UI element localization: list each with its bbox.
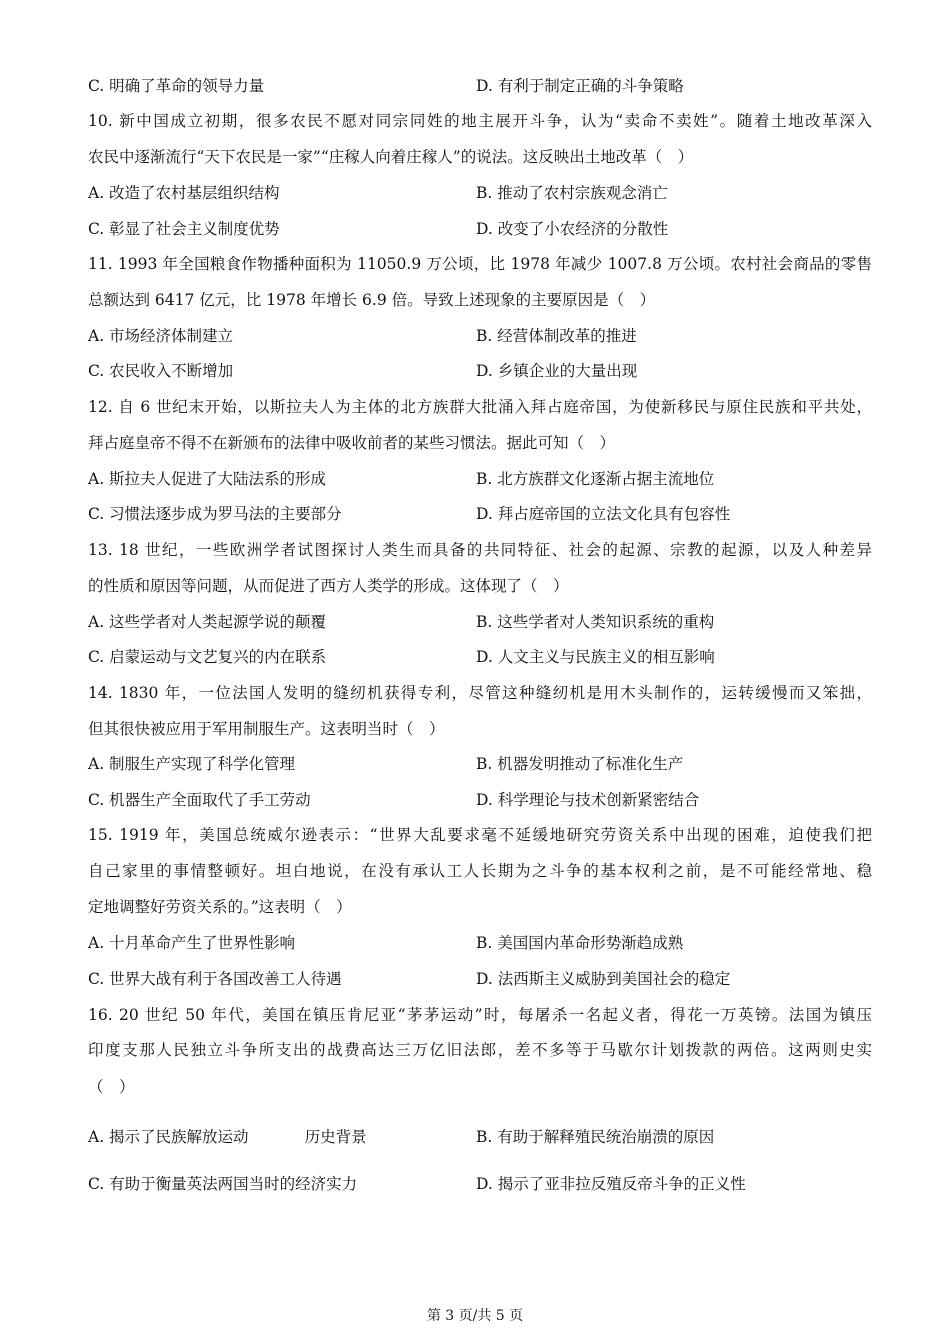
option-b: B. 推动了农村宗族观念消亡: [476, 184, 668, 202]
question-stem: 15. 1919 年，美国总统威尔逊表示：“世界大乱要求毫不延缓地研究劳资关系中出现的困难，迫使我们把: [88, 826, 872, 844]
question-stem: 但其很快被应用于军用制服生产。这表明当时（ ）: [88, 720, 445, 738]
option-a: A. 制服生产实现了科学化管理: [88, 755, 296, 773]
option-b: B. 机器发明推动了标准化生产: [476, 755, 684, 773]
question-stem: 的性质和原因等问题，从而促进了西方人类学的形成。这体现了（ ）: [88, 577, 569, 595]
question-stem: （ ）: [88, 1078, 135, 1096]
question-stem: 11. 1993 年全国粮食作物播种面积为 11050.9 万公顷，比 1978 年减少 1007.8 万公顷。农村社会商品的零售: [88, 255, 872, 273]
option-b: B. 这些学者对人类知识系统的重构: [476, 613, 715, 631]
question-stem: 14. 1830 年，一位法国人发明的缝纫机获得专利，尽管这种缝纫机是用木头制作的，运转缓慢而又笨拙，: [88, 684, 872, 702]
question-stem: 农民中逐渐流行“天下农民是一家”“庄稼人向着庄稼人”的说法。这反映出土地改革（ ）: [88, 148, 694, 166]
option-c: C. 习惯法逐步成为罗马法的主要部分: [88, 505, 342, 523]
question-stem: 12. 自 6 世纪末开始，以斯拉夫人为主体的北方族群大批涌入拜占庭帝国，为使新移民与原住民族和平共处，: [88, 398, 872, 416]
option-c: C. 农民收入不断增加: [88, 362, 234, 380]
option-d: D. 有利于制定正确的斗争策略: [476, 77, 684, 95]
option-c: C. 机器生产全面取代了手工劳动: [88, 791, 311, 809]
option-a: A. 改造了农村基层组织结构: [88, 184, 280, 202]
option-c: C. 有助于衡量英法两国当时的经济实力: [88, 1175, 358, 1193]
question-stem: 印度支那人民独立斗争所支出的战费高达三万亿旧法郎，差不多等于马歇尔计划拨款的两倍。这两则史实: [88, 1041, 872, 1059]
option-c: C. 启蒙运动与文艺复兴的内在联系: [88, 648, 327, 666]
option-d: D. 法西斯主义威胁到美国社会的稳定: [476, 970, 731, 988]
option-a: A. 斯拉夫人促进了大陆法系的形成: [88, 470, 327, 488]
option-a: [88, 1127, 367, 1147]
option-d: D. 改变了小农经济的分散性: [476, 220, 669, 238]
option-c: C. 世界大战有利于各国改善工人待遇: [88, 970, 342, 988]
question-stem: 定地调整好劳资关系的。”这表明（ ）: [88, 898, 352, 916]
option-d: D. 科学理论与技术创新紧密结合: [476, 791, 700, 809]
option-a-text-cont: 历史背景: [304, 1128, 367, 1146]
option-a-text: A. 揭示了民族解放运动: [88, 1128, 249, 1146]
option-b: B. 北方族群文化逐渐占据主流地位: [476, 470, 715, 488]
question-stem: 16. 20 世纪 50 年代，美国在镇压肯尼亚“茅茅运动”时，每屠杀一名起义者，得花一万英镑。法国为镇压: [88, 1006, 872, 1024]
option-b: B. 经营体制改革的推进: [476, 327, 637, 345]
option-b: B. 美国国内革命形势渐趋成熟: [476, 934, 684, 952]
option-a: A. 市场经济体制建立: [88, 327, 234, 345]
option-b: B. 有助于解释殖民统治崩溃的原因: [476, 1128, 715, 1146]
question-stem: 自己家里的事情整顿好。坦白地说，在没有承认工人长期为之斗争的基本权利之前，是不可能经常地、稳: [88, 862, 872, 880]
option-a: A. 这些学者对人类起源学说的颠覆: [88, 613, 327, 631]
question-stem: 总额达到 6417 亿元，比 1978 年增长 6.9 倍。导致上述现象的主要原因是（ ）: [88, 291, 656, 309]
option-d: D. 拜占庭帝国的立法文化具有包容性: [476, 505, 731, 523]
option-d: D. 乡镇企业的大量出现: [476, 362, 638, 380]
question-stem: 拜占庭皇帝不得不在新颁布的法律中吸收前者的某些习惯法。据此可知（ ）: [88, 434, 616, 452]
option-c: C. 彰显了社会主义制度优势: [88, 220, 280, 238]
option-a: A. 十月革命产生了世界性影响: [88, 934, 296, 952]
option-d: D. 人文主义与民族主义的相互影响: [476, 648, 715, 666]
question-stem: 13. 18 世纪，一些欧洲学者试图探讨人类生而具备的共同特征、社会的起源、宗教的起源，以及人种差异: [88, 541, 872, 559]
option-d: D. 揭示了亚非拉反殖反帝斗争的正义性: [476, 1175, 746, 1193]
option-c: C. 明确了革命的领导力量: [88, 77, 265, 95]
question-stem: 10. 新中国成立初期，很多农民不愿对同宗同姓的地主展开斗争，认为“卖命不卖姓”。随着土地改革深入: [88, 112, 872, 130]
page-number: 第 3 页/共 5 页: [426, 1308, 524, 1324]
